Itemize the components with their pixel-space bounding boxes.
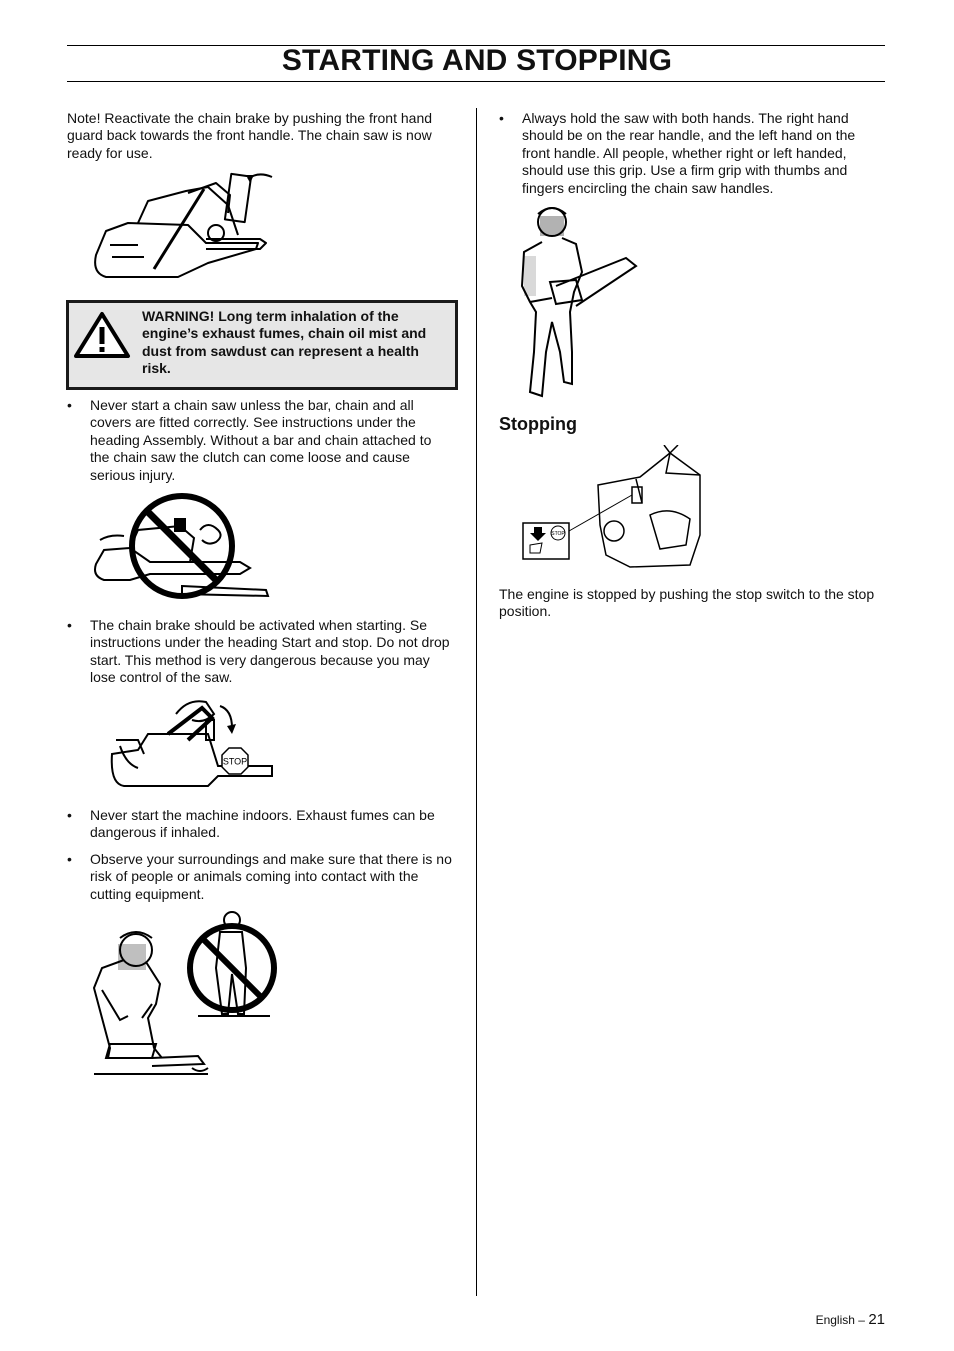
bullet-item xyxy=(67,617,457,689)
stop-switch-panel xyxy=(523,495,632,559)
bullet-text: Always hold the saw with both hands. The right hand should be on the rear handle, and the left hand on the front handle. All people, whether right or left handed, should use this grip. Use a firm grip with thumbs and fingers encircling the chain saw handles. xyxy=(522,110,856,196)
bullet-dot: • xyxy=(499,110,504,126)
bullet-item xyxy=(67,397,457,487)
footer-language: English xyxy=(815,1313,855,1327)
bullet-text: Never start a chain saw unless the bar, chain and all covers are fitted correctly. See instructions under the heading Assembly. Without a bar and chain attached to the chain saw the clutch can come loose and cause serious injury. xyxy=(90,397,432,483)
bullet-text: The chain brake should be activated when starting. Se instructions under the heading Start and stop. Do not drop start. This method is very dangerous because you may lose control of the saw. xyxy=(90,617,450,686)
bullet-text: Observe your surroundings and make sure that there is no risk of people or animals coming into contact with the cutting equipment. xyxy=(90,851,452,902)
bullet-item xyxy=(499,110,887,200)
column-divider xyxy=(476,108,477,1296)
bullet-dot: • xyxy=(67,397,72,413)
stop-sign-label: STOP xyxy=(222,756,248,767)
bullet-dot: • xyxy=(67,851,72,867)
two-hand-grip-illustration xyxy=(516,202,642,402)
header-bottom-rule xyxy=(67,81,885,82)
stop-sign-icon xyxy=(222,748,248,774)
warning-triangle-icon xyxy=(73,311,131,359)
stopping-text: The engine is stopped by pushing the stop switch to the stop position. xyxy=(499,586,875,620)
bullet-text: Never start the machine indoors. Exhaust fumes can be dangerous if inhaled. xyxy=(90,807,435,841)
page-footer xyxy=(816,1311,885,1328)
bullet-item xyxy=(67,807,457,843)
page-title: STARTING AND STOPPING xyxy=(281,44,673,77)
bullet-dot: • xyxy=(67,807,72,823)
observe-surroundings-illustration xyxy=(88,908,280,1080)
footer-dash: – xyxy=(858,1313,865,1327)
warning-text: WARNING! Long term inhalation of the engine’s exhaust fumes, chain oil mist and dust from sawdust can represent a health risk. xyxy=(142,308,427,377)
page-number: 21 xyxy=(868,1311,885,1328)
stop-switch-label: STOP xyxy=(551,531,565,537)
stopping-paragraph xyxy=(499,586,889,621)
note-text: Note! Reactivate the chain brake by pushing the front hand guard back towards the front handle. The chain saw is now ready for use. xyxy=(67,110,433,161)
bullet-dot: • xyxy=(67,617,72,633)
stop-switch-illustration xyxy=(520,445,706,575)
note-paragraph xyxy=(67,110,457,162)
stopping-heading: Stopping xyxy=(499,414,577,434)
no-start-without-bar-illustration xyxy=(90,490,272,606)
chain-brake-reactivation-illustration xyxy=(88,165,278,283)
bullet-item xyxy=(67,851,457,905)
warning-box xyxy=(66,300,458,390)
do-not-drop-start-illustration xyxy=(108,694,274,790)
